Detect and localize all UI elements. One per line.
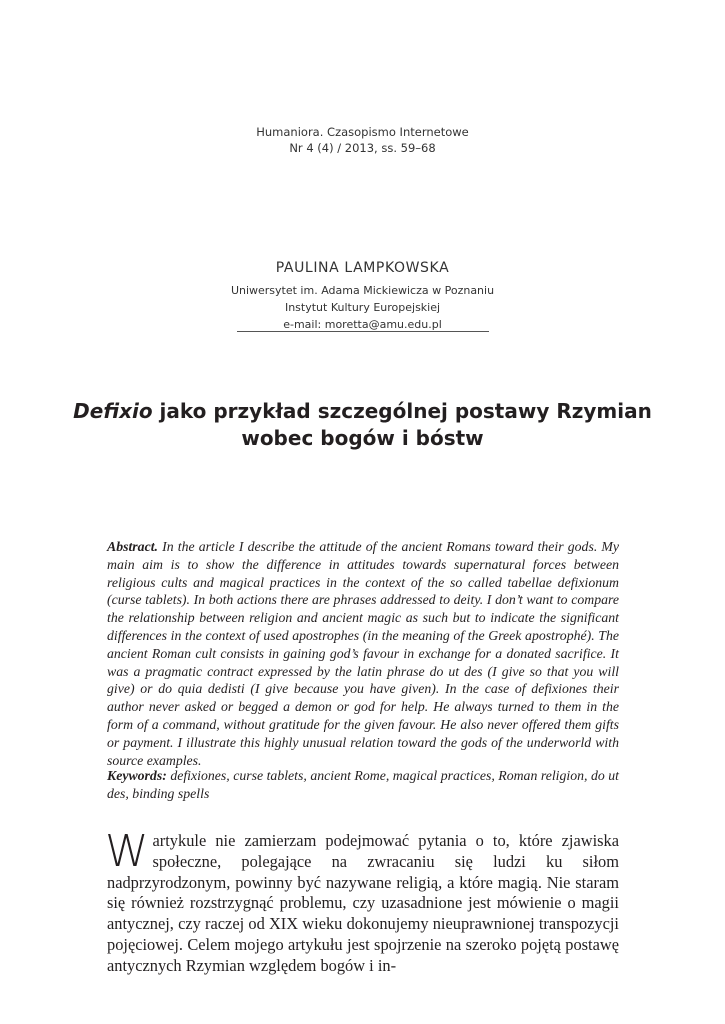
author-block	[0, 259, 725, 333]
title-italic-term: Defixio	[73, 399, 153, 423]
abstract	[107, 538, 619, 769]
keywords-text: defixiones, curse tablets, ancient Rome, magical practices, Roman religion, do ut des, binding spells	[107, 768, 620, 801]
title-line-1-rest: jako przykład szczególnej postawy Rzymian	[152, 399, 652, 423]
abstract-text: In the article I describe the attitude of the ancient Romans toward their gods. My main aim is to show the difference in attitudes towards supernatural forces between religious cults and magical practices in the context of the so called tabellae defixionum (curse tablets). In both actions there are phrases addressed to deity. I don’t want to compare the relationship between religion and ancient magic as such but to indicate the significant differences in the context of used apostrophes (in the meaning of the Greek apostrophé). The ancient Roman cult consists in gaining god’s favour in exchange for a donated sacrifice. It was a pragmatic contract expressed by the latin phrase do ut des (I give so that you will give) or do quia dedisti (I give because you have given). In the case of defixiones their author never asked or begged a demon or god for help. He always turned to them in the form of a command, without gratitude for the given favour. He also never offered them gifts or payment. I illustrate this highly unusual relation toward the gods of the underworld with source examples.	[107, 539, 620, 768]
body-paragraph	[105, 826, 619, 977]
title-line-2: wobec bogów i bóstw	[241, 426, 484, 450]
author-name: PAULINA LAMPKOWSKA	[275, 260, 450, 276]
keywords-label: Keywords:	[107, 768, 167, 783]
title-line-1	[0, 398, 725, 425]
author-divider	[237, 331, 489, 332]
journal-issue: Nr 4 (4) / 2013, ss. 59–68	[289, 141, 436, 155]
author-institute: Instytut Kultury Europejskiej	[284, 301, 441, 314]
drop-cap: W	[105, 826, 149, 877]
abstract-label: Abstract.	[107, 539, 158, 554]
author-university: Uniwersytet im. Adama Mickiewicza w Poznaniu	[230, 284, 495, 297]
journal-name: Humaniora. Czasopismo Internetowe	[256, 125, 469, 139]
author-email: e-mail: moretta@amu.edu.pl	[283, 318, 442, 331]
keywords	[107, 767, 619, 803]
journal-header	[0, 124, 725, 156]
article-title	[0, 398, 725, 452]
body-text: artykule nie zamierzam podejmować pytania o to, które zjawiska społeczne, polegające na zwracaniu się ludzi ku siłom nadprzyrodzonym, powinny być nazywane religią, a które magią. Nie staram się również rozstrzygnąć problemu, czy uzasadnione jest mówienie o magii antycznej, czy raczej od XIX wieku dokonujemy nieuprawnionej transpozycji pojęciowej. Celem mojego artykułu jest spojrzenie na szeroko pojętą postawę antycznych Rzymian względem bogów i in-	[107, 831, 619, 975]
